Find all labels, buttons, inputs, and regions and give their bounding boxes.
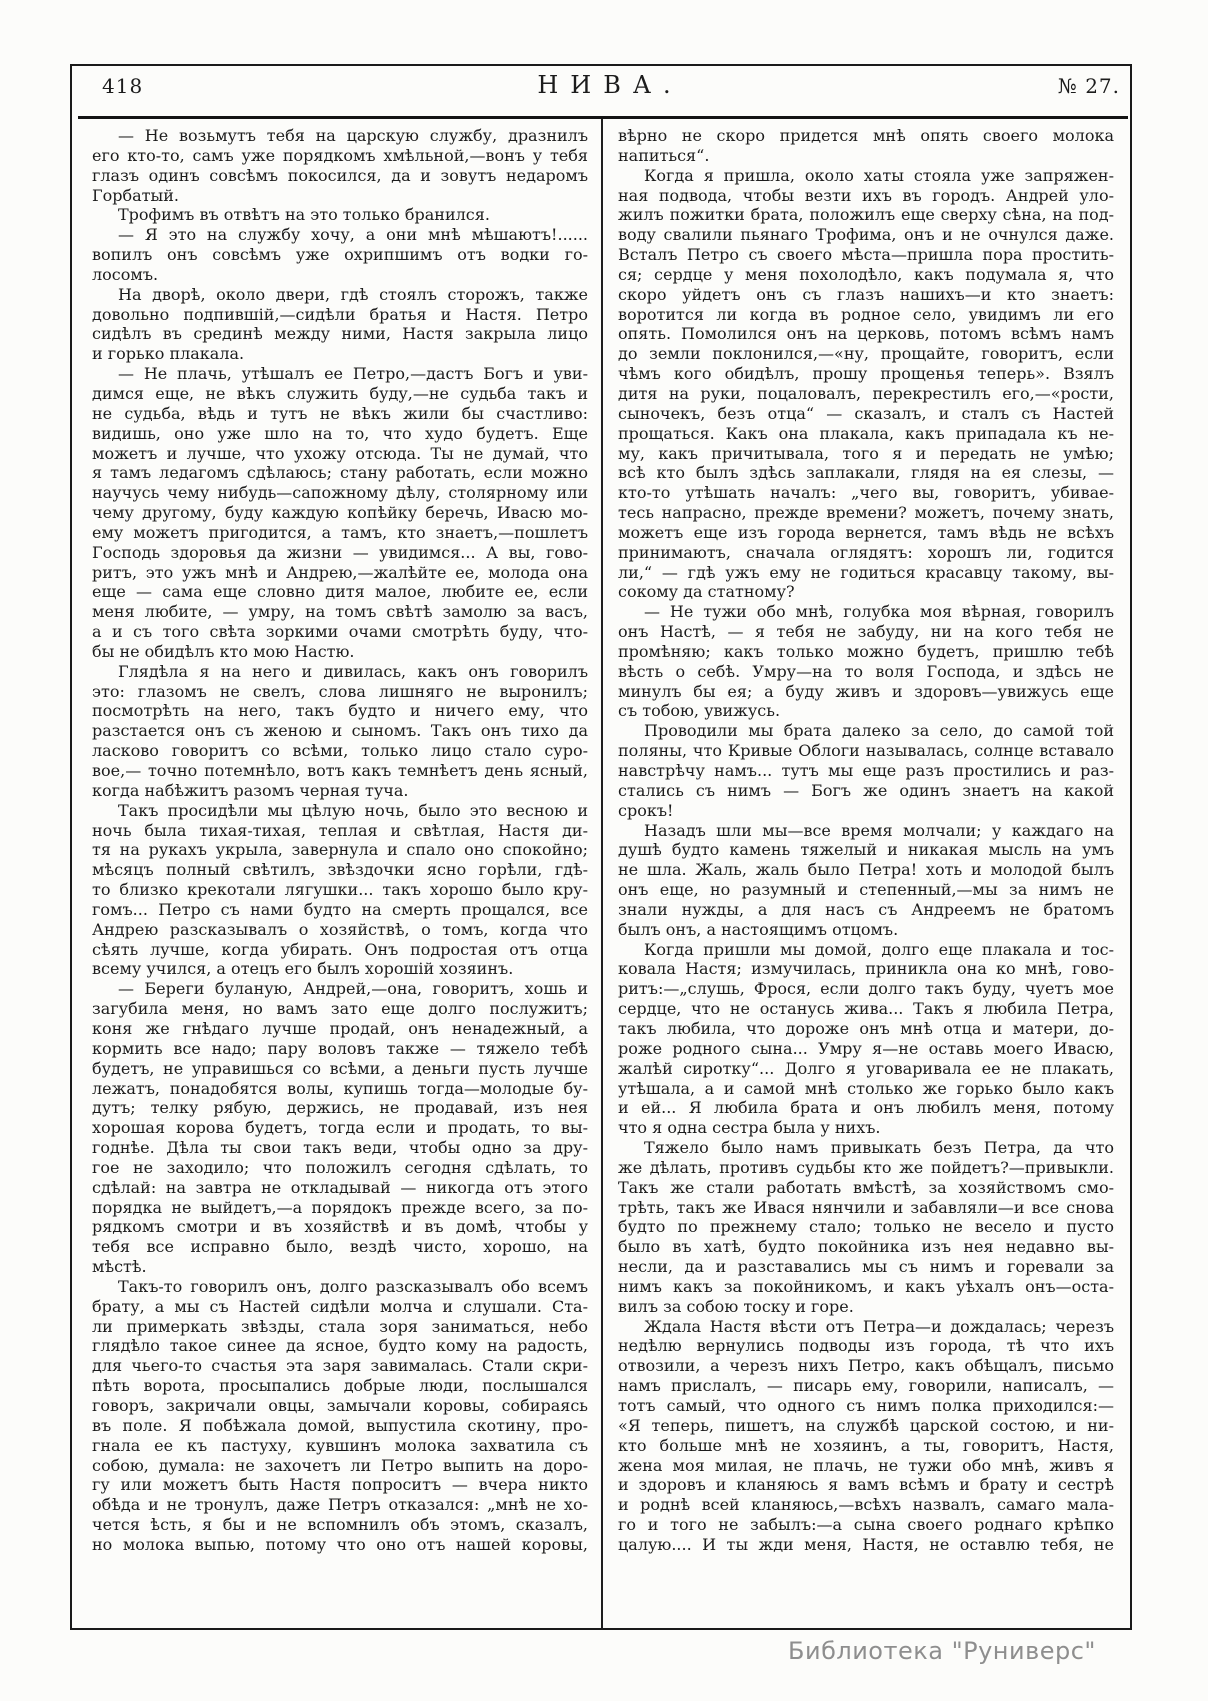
text-line: Такъ просидѣли мы цѣлую ночь, было это весною и — [118, 800, 588, 820]
text-line: Андрею разсказывалъ о хозяйствѣ, о томъ, когда что — [92, 919, 588, 939]
column-divider — [601, 119, 603, 1630]
text-line: можетъ еще изъ города вернется, тамъ вѣдь не всѣхъ — [618, 522, 1114, 542]
text-line: жилъ пожитки брата, положилъ еще сверху сѣна, на под- — [618, 205, 1114, 225]
text-line: лосомъ. — [92, 264, 159, 284]
text-line: воду свалили пьянаго Трофима, онъ и не очнулся даже. — [618, 225, 1114, 245]
text-line: поляны, что Кривые Облоги называлась, солнце вставало — [618, 741, 1114, 761]
text-line: коня же гнѣдаго лучше продай, онъ ненадежный, а — [92, 1018, 588, 1038]
text-line: На дворѣ, около двери, гдѣ стоялъ сторожъ, также — [118, 284, 588, 304]
text-line: — Я это на службу хочу, а они мнѣ мѣшаютъ!...... — [118, 225, 588, 245]
text-line: не шла. Жаль, жаль было Петра! хоть и молодой былъ — [618, 860, 1114, 880]
text-line: ковала Настя; измучилась, приникла она ко мнѣ, гово- — [618, 959, 1114, 979]
text-line: ласково говоритъ со всѣми, только лицо стало суро- — [92, 741, 588, 761]
text-line: напиться“. — [618, 145, 710, 165]
text-line: гу или можетъ быть Настя попроситъ — вчера никто — [92, 1475, 588, 1495]
text-line: роже родного сына... Умру я—не оставь моего Ивасю, — [618, 1038, 1114, 1058]
text-line: Такъ-то говорилъ онъ, долго разсказывалъ обо всемъ — [118, 1276, 588, 1296]
text-line: тотъ самый, что одного съ нимъ полка приходился:— — [618, 1396, 1114, 1415]
text-line: и здоровъ и кланяюсь я вамъ всѣмъ и брату и сестрѣ — [618, 1475, 1114, 1495]
text-line: обѣда и не тронулъ, даже Петръ отказался: „мнѣ не хо- — [92, 1495, 588, 1515]
text-line: это: глазомъ не свелъ, слова лишняго не выронилъ; — [92, 681, 588, 701]
text-line: опять. Помолился онъ на церковь, потомъ всѣмъ намъ — [618, 324, 1114, 344]
text-line: порядка не выйдетъ,—а порядокъ прежде всего, за по- — [92, 1197, 588, 1217]
text-line: кто-то утѣшать началъ: „чего вы, говоритъ, убивае- — [618, 483, 1114, 503]
text-line: ли примеркать звѣзды, стала зоря заниматься, небо — [92, 1316, 588, 1336]
text-line: му, какъ причитывала, того я и передать не умѣю; — [618, 443, 1114, 463]
text-line: не судьба, вѣдь и тутъ не вѣкъ жили бы счастливо: — [92, 403, 588, 423]
text-line: вое,— точно потемнѣло, вотъ какъ темнѣетъ день ясный, — [92, 761, 588, 780]
right-column — [618, 126, 1114, 1555]
text-line: будетъ, не управишься со всѣми, а деньги пусть лучше — [92, 1058, 588, 1078]
text-line: Всталъ Петро съ своего мѣста—пришла пора простить- — [618, 245, 1114, 265]
text-line: былъ онъ, а настоящимъ отцомъ. — [618, 919, 899, 939]
text-line: и роднѣ всей кланяюсь,—всѣхъ назвалъ, самаго мала- — [618, 1495, 1114, 1515]
text-line: рядкомъ смотри и въ хозяйствѣ и въ домѣ, чтобы у — [92, 1217, 588, 1237]
text-line: лежатъ, понадобятся волы, купишь тогда—молодые бу- — [92, 1078, 588, 1098]
text-line: вѣсть о себѣ. Умру—на то воля Господа, и здѣсь не — [618, 661, 1114, 681]
text-line: недѣлю вернулись подводы изъ города, тѣ что ихъ — [618, 1336, 1114, 1356]
text-line: собою, думала: не захочетъ ли Петро выпить на доро- — [92, 1455, 588, 1475]
text-line: ся; сердце у меня похолодѣло, какъ подумала я, что — [618, 264, 1114, 284]
text-line: такъ любила, что дороже онъ мнѣ отца и матери, до- — [618, 1018, 1114, 1038]
text-line: «Я теперь, пишетъ, на службѣ царской состою, и ни- — [618, 1415, 1114, 1435]
text-line: разстается онъ съ женою и сыномъ. Такъ онъ тихо да — [92, 721, 588, 741]
text-line: — Не плачь, утѣшалъ ее Петро,—дастъ Богъ и уви- — [118, 364, 588, 384]
text-line: Назадъ шли мы—все время молчали; у каждаго на — [644, 820, 1114, 840]
text-line: съ тобою, увижусь. — [618, 701, 781, 721]
text-line: и ей... Я любила брата и онъ любилъ меня, потому — [618, 1098, 1114, 1118]
issue-number: № 27. — [1057, 74, 1120, 98]
text-line: научусь чему нибудь—сапожному дѣлу, столярному или — [92, 483, 588, 503]
text-line: ритъ:—„слушь, Фрося, если долго такъ буду, чуетъ мое — [618, 979, 1114, 999]
text-line: тя на рукахъ укрыла, завернула и спало оно спокойно; — [92, 840, 588, 860]
text-line: но молока выпью, потому что оно отъ нашей коровы, — [92, 1534, 588, 1554]
text-line: го и того не забылъ:—а сына своего роднаго крѣпко — [618, 1515, 1114, 1535]
text-line: мѣсяцъ полный свѣтилъ, звѣздочки ясно горѣли, гдѣ- — [92, 860, 588, 880]
text-line: ночь была тихая-тихая, теплая и свѣтлая, Настя ди- — [92, 820, 588, 840]
text-line: меня любите, — умру, на томъ свѣтѣ замолю за васъ, — [92, 602, 588, 622]
text-line: дутъ; телку рябую, держись, не продавай, изъ нея — [92, 1098, 588, 1118]
text-line: довольно подпившій,—сидѣли братья и Настя. Петро — [92, 304, 588, 324]
text-line: видишь, оно уже шло на то, что худо будетъ. Еще — [92, 423, 588, 443]
text-line: димся еще, не вѣкъ служить буду,—не судьба такъ и — [92, 383, 588, 403]
text-line: Тяжело было намъ привыкать безъ Петра, да что — [644, 1138, 1114, 1158]
text-line: гое не заходило; что положилъ сегодня сдѣлать, то — [92, 1157, 588, 1177]
text-line: отвозили, а черезъ нихъ Петро, какъ обѣщалъ, письмо — [618, 1356, 1114, 1376]
left-column — [92, 126, 588, 1555]
text-line: а и съ того свѣта зоркими очами смотрѣть буду, что- — [92, 622, 588, 642]
text-line: навстрѣчу намъ... тутъ мы еще разъ простились и раз- — [618, 761, 1114, 780]
text-line: дитя на руки, поцаловалъ, перекрестилъ его,—«рости, — [618, 383, 1114, 403]
text-line: и горько плакала. — [92, 344, 245, 364]
text-line: утѣшала, а и самой мнѣ столько же горько было какъ — [618, 1078, 1114, 1098]
text-line: срокъ! — [618, 800, 674, 820]
text-line: вопилъ онъ совсѣмъ уже охрипшимъ отъ водки го- — [92, 245, 588, 265]
text-line: сдѣлай: на завтра не откладывай — никогда отъ этого — [92, 1177, 588, 1197]
text-line: жалѣй сиротку“... Долго я уговаривала ее не плакать, — [618, 1058, 1114, 1078]
text-line: — Не возьмутъ тебя на царскую службу, дразнилъ — [118, 126, 588, 145]
text-line: посмотрѣть на него, такъ будто и ничего ему, что — [92, 701, 588, 721]
text-line: сѣять лучше, когда убирать. Онъ подростая отъ отца — [92, 939, 588, 959]
text-line: ему можетъ пригодится, а тамъ, кто знаетъ,—пошлетъ — [92, 522, 588, 542]
text-line: Когда пришли мы домой, долго еще плакала и тос- — [644, 939, 1114, 959]
text-line: его кто-то, самъ уже порядкомъ хмѣльной,—вонъ у тебя — [92, 145, 588, 165]
text-line: чется ѣсть, я бы и не вспомнилъ объ этомъ, сказалъ, — [92, 1515, 588, 1535]
text-line: трѣть, такъ же Ивася нянчили и забавляли—и все снова — [618, 1197, 1114, 1217]
text-line: пѣть ворота, просыпались добрые люди, послышался — [92, 1376, 588, 1396]
text-line: еще — сама еще словно дитя малое, любите ее, если — [92, 582, 588, 602]
text-line: будто по прежнему стало; только не весело и пусто — [618, 1217, 1114, 1237]
text-line: всѣ кто былъ здѣсь заплакали, глядя на ея слезы, — — [618, 463, 1114, 483]
text-line: кормить все надо; пару воловъ также — тяжело тебѣ — [92, 1038, 588, 1058]
text-line: — Береги буланую, Андрей,—она, говоритъ, хошь и — [118, 979, 588, 999]
text-line: чѣмъ кого обидѣлъ, прошу прощенья теперь». Взялъ — [618, 364, 1114, 384]
text-line: стались съ нимъ — Богъ же одинъ знаетъ на какой — [618, 780, 1114, 800]
text-line: воротится ли когда въ родное село, увидимъ ли его — [618, 304, 1114, 324]
text-line: то близко крекотали лягушки... такъ хорошо было кру- — [92, 880, 588, 900]
text-line: промѣняю; какъ только можно будетъ, пришлю тебѣ — [618, 641, 1114, 661]
text-line: Глядѣла я на него и дивилась, какъ онъ говорилъ — [118, 661, 588, 681]
text-line: мѣстѣ. — [92, 1257, 147, 1277]
text-line: можетъ и лучше, что ухожу отсюда. Ты не думай, что — [92, 443, 588, 463]
text-line: всему учился, а отецъ его былъ хорошій хозяинъ. — [92, 959, 514, 979]
text-line: сидѣлъ въ срединѣ между ними, Настя закрыла лицо — [92, 324, 588, 344]
text-line: Господь здоровья да жизни — увидимся... А вы, гово- — [92, 542, 588, 562]
text-line: тесь напрасно, прежде времени? можетъ, почему знать, — [618, 503, 1114, 523]
text-line: Такъ же стали работать вмѣстѣ, за хозяйствомъ смо- — [618, 1177, 1114, 1197]
text-line: до земли поклонился,—«ну, прощайте, говоритъ, если — [618, 344, 1114, 364]
text-line: для чьего-то счастья эта заря завималась. Стали скри- — [92, 1356, 588, 1376]
text-line: прощаться. Какъ она плакала, какъ припадала къ не- — [618, 423, 1114, 443]
text-line: жена моя милая, не плачь, не тужи обо мнѣ, живъ я — [618, 1455, 1114, 1475]
text-line: гомъ... Петро съ нами будто на смерть прощался, все — [92, 899, 588, 919]
text-line: нимъ какъ за покойникомъ, и какъ уѣхалъ онъ—оста- — [618, 1276, 1114, 1296]
text-line: несли, да и разставались мы съ нимъ и горевали за — [618, 1257, 1114, 1277]
text-line: было въ хатѣ, будто покойника изъ нея недавно вы- — [618, 1237, 1114, 1257]
text-line: когда набѣжитъ разомъ черная туча. — [92, 780, 409, 800]
text-line: вилъ за собою тоску и горе. — [618, 1296, 854, 1316]
text-line: ли,“ — гдѣ ужъ ему не годиться красавцу такому, вы- — [618, 562, 1114, 582]
text-line: цалую.... И ты жди меня, Настя, не оставлю тебя, не — [618, 1534, 1114, 1554]
text-line: хорошая корова будетъ, тогда если и продать, то вы- — [92, 1118, 588, 1138]
header-rule — [78, 116, 1128, 119]
text-line: загубила меня, но вамъ зато еще долго послужитъ; — [92, 999, 588, 1019]
text-line: скоро уйдетъ онъ съ глазъ нашихъ—и кто знаетъ: — [618, 284, 1114, 304]
page-title: НИВА. — [537, 71, 683, 99]
text-line: бы не обидѣлъ кто мою Настю. — [92, 641, 355, 661]
text-line: ная подвода, чтобы везти ихъ въ городъ. Андрей уло- — [618, 185, 1114, 205]
text-line: Когда я пришла, около хаты стояла уже запряжен- — [644, 165, 1114, 185]
text-line: сердце, что не останусь жива... Такъ я любила Петра, — [618, 999, 1114, 1019]
text-line: въ поле. Я побѣжала домой, выпустила скотину, про- — [92, 1415, 588, 1435]
text-line: тебя все исправно было, вездѣ чисто, хорошо, на — [92, 1237, 588, 1257]
text-line: Проводили мы брата далеко за село, до самой той — [644, 721, 1114, 741]
text-line: принимаютъ, сначала оглядятъ: хорошъ ли, годится — [618, 542, 1114, 562]
text-line: глядѣло такое синее да ясное, будто кому на радость, — [92, 1336, 588, 1356]
text-line: Ждала Настя вѣсти отъ Петра—и дождалась; черезъ — [644, 1316, 1114, 1336]
text-line: чему другому, буду каждую копѣйку беречь, Ивасю мо- — [92, 503, 588, 523]
library-watermark: Библиотека "Руниверс" — [788, 1637, 1096, 1665]
text-line: онъ Настѣ, — я тебя не забуду, ни на кого тебя не — [618, 622, 1114, 642]
text-line: кто больше мнѣ не хозяинъ, а ты, говоритъ, Настя, — [618, 1435, 1114, 1455]
text-line: говоръ, закричали овцы, замычали коровы, собираясь — [92, 1396, 588, 1415]
text-line: душѣ будто камень тяжелый и никакая мысль на умъ — [618, 840, 1114, 860]
text-line: сыночекъ, безъ отца“ — сказалъ, и сталъ съ Настей — [618, 403, 1114, 423]
text-line: глазъ одинъ совсѣмъ покосился, да и зовутъ недаромъ — [92, 165, 588, 185]
text-line: сокому да статному? — [618, 582, 795, 602]
text-line: намъ прислалъ, — писарь ему, говорили, написалъ, — — [618, 1376, 1114, 1396]
text-line: я тамъ ледагомъ сдѣлаюсь; стану работать, если можно — [92, 463, 588, 483]
text-line: вѣрно не скоро придется мнѣ опять своего молока — [618, 126, 1114, 145]
text-line: минулъ бы ея; а буду живъ и здоровъ—увижусь еще — [618, 681, 1114, 701]
text-line: что я одна сестра была у нихъ. — [618, 1118, 881, 1138]
text-line: годнѣе. Дѣла ты свои такъ веди, чтобы одно за дру- — [92, 1138, 588, 1158]
text-line: — Не тужи обо мнѣ, голубка моя вѣрная, говорилъ — [644, 602, 1114, 622]
text-line: же дѣлать, противъ судьбы кто же пойдетъ?—привыкли. — [618, 1157, 1114, 1177]
text-line: знали нужды, а для насъ съ Андреемъ не братомъ — [618, 899, 1114, 919]
text-line: Трофимъ въ отвѣтъ на это только бранился. — [118, 205, 490, 225]
text-line: брату, а мы съ Настей сидѣли молча и слушали. Ста- — [92, 1296, 588, 1316]
text-line: гнала ее къ пастуху, кувшинъ молока захватила съ — [92, 1435, 588, 1455]
page-number: 418 — [102, 74, 144, 98]
text-line: ритъ, это ужъ мнѣ и Андрею,—жалѣйте ее, молода она — [92, 562, 588, 582]
text-line: онъ еще, но разумный и степенный,—мы за нимъ не — [618, 880, 1114, 900]
text-line: Горбатый. — [92, 185, 179, 205]
